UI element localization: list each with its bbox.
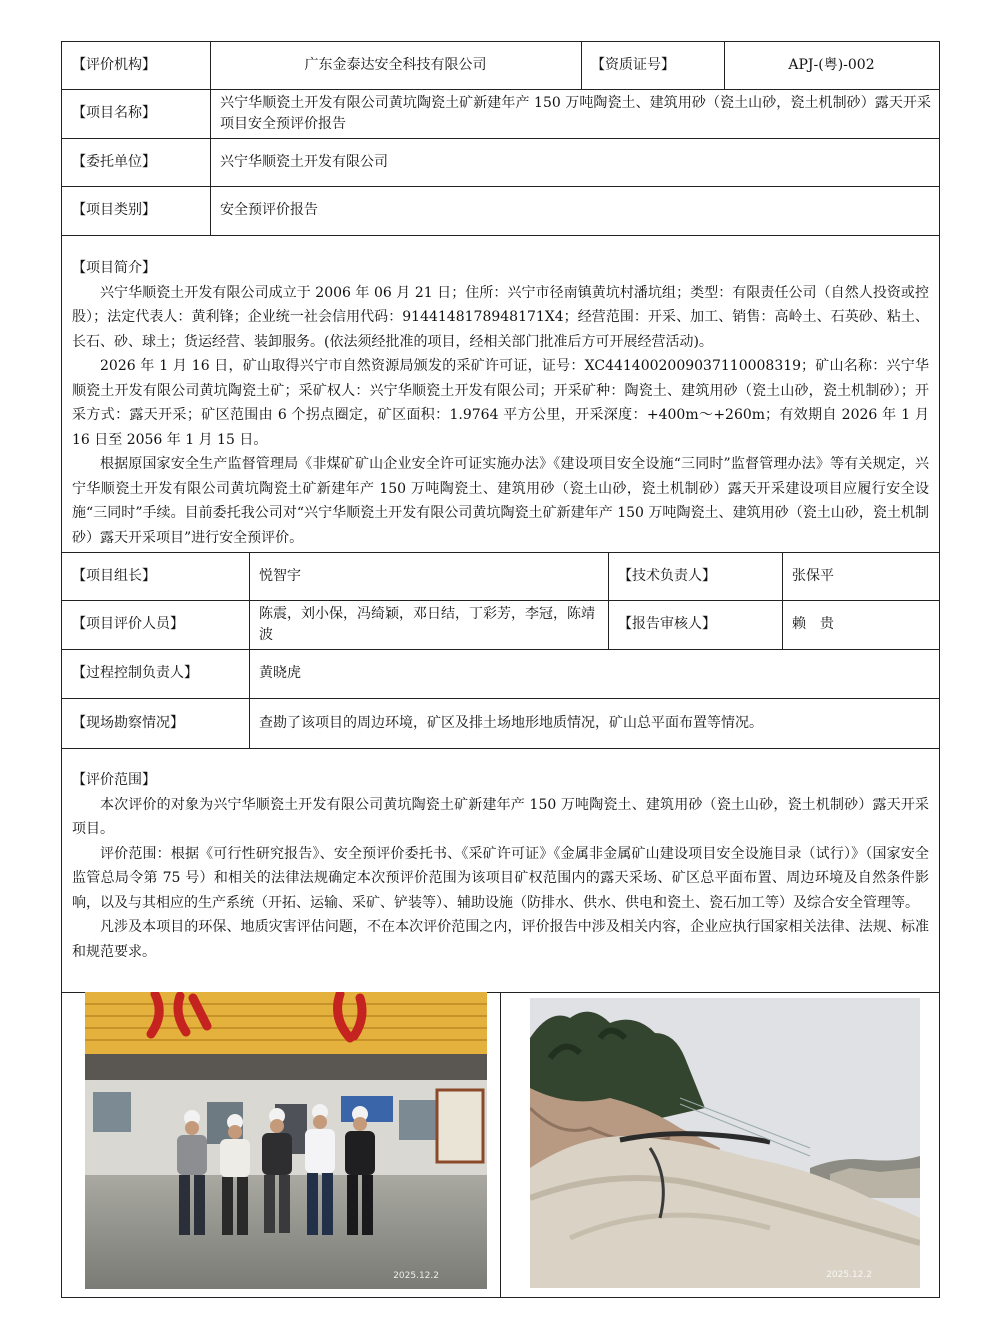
row-divider bbox=[62, 748, 939, 749]
team-group-photo bbox=[85, 992, 487, 1289]
photo-timestamp: 2025.12.2 bbox=[826, 1270, 872, 1280]
cert-label: 【资质证号】 bbox=[591, 57, 675, 73]
intro-paragraph-company: 兴宁华顺瓷土开发有限公司成立于 2006 年 06 月 21 日；住所：兴宁市径南镇黄坑村潘坑组；类型：有限责任公司（自然人投资或控股）；法定代表人：黄利锋；企业统一社会信用代码：9144148178948171X4；经营范围：开采、加工、销售：高岭土、石英砂、粘土、长石、砂、球土；货运经营、装卸服务。(依法须经批准的项目，经相关部门批准后方可开展经营活动)。 bbox=[72, 284, 929, 350]
org-label: 【评价机构】 bbox=[72, 57, 156, 73]
project-intro bbox=[62, 256, 939, 550]
reviewer-label: 【报告审核人】 bbox=[618, 616, 716, 632]
row-divider bbox=[62, 235, 939, 236]
process-control-value: 黄晓虎 bbox=[259, 665, 301, 681]
scope-paragraph-object: 本次评价的对象为兴宁华顺瓷土开发有限公司黄坑陶瓷土矿新建年产 150 万吨陶瓷土、建筑用砂（瓷土山砂，瓷土机制砂）露天开采项目。 bbox=[72, 796, 929, 837]
photo-timestamp: 2025.12.2 bbox=[393, 1271, 439, 1281]
intro-paragraph-basis: 根据原国家安全生产监督管理局《非煤矿矿山企业安全许可证实施办法》《建设项目安全设施“三同时”监督管理办法》等有关规定，兴宁华顺瓷土开发有限公司黄坑陶瓷土矿新建年产 150 万吨陶瓷土、建筑用砂（瓷土山砂，瓷土机制砂）露天开采建设项目应履行安全设施“三同时”手续。目前委托我公司对“兴宁华顺瓷土开发有限公司黄坑陶瓷土矿新建年产 150 万吨陶瓷土、建筑用砂（瓷土山砂，瓷土机制砂）露天开采项目”进行安全预评价。 bbox=[72, 456, 929, 546]
column-divider bbox=[500, 992, 501, 1297]
evaluation-info-sheet bbox=[61, 41, 940, 1298]
project-value: 兴宁华顺瓷土开发有限公司黄坑陶瓷土矿新建年产 150 万吨陶瓷土、建筑用砂（瓷土山砂，瓷土机制砂）露天开采项目安全预评价报告 bbox=[220, 94, 931, 132]
scope-paragraph-range: 评价范围：根据《可行性研究报告》、安全预评价委托书、《采矿许可证》《金属非金属矿山建设项目安全设施目录（试行）》（国家安全监管总局令第 75 号）和相关的法律法规确定本次预评价范围为该项目矿权范围内的露天采场、矿区总平面布置、周边环境及自然条件影响，以及与其相应的生产系统（开拓、运输、采矿、铲装等）、辅助设施（防排水、供水、供电和瓷土、瓷石加工等）及综合安全管理等。 bbox=[72, 845, 929, 911]
type-value: 安全预评价报告 bbox=[220, 202, 318, 218]
site-survey-label: 【现场勘察情况】 bbox=[72, 714, 184, 731]
tech-lead-value: 张保平 bbox=[792, 567, 834, 584]
leader-label: 【项目组长】 bbox=[72, 567, 156, 584]
members-value: 陈震，刘小保，冯绮颖，邓日结，丁彩芳，李冠，陈靖波 bbox=[259, 605, 595, 643]
scope-paragraph-exclusion: 凡涉及本项目的环保、地质灾害评估问题，不在本次评价范围之内，评价报告中涉及相关内容，企业应执行国家相关法律、法规、标准和规范要求。 bbox=[72, 919, 929, 960]
type-label: 【项目类别】 bbox=[72, 202, 156, 218]
org-value: 广东金泰达安全科技有限公司 bbox=[304, 57, 487, 73]
members-label: 【项目评价人员】 bbox=[72, 616, 184, 632]
intro-heading: 【项目简介】 bbox=[72, 260, 156, 276]
cert-value: APJ-(粤)-002 bbox=[788, 57, 875, 73]
leader-value: 悦智宇 bbox=[259, 567, 301, 584]
project-label: 【项目名称】 bbox=[72, 105, 156, 121]
client-label: 【委托单位】 bbox=[72, 153, 156, 170]
scope-heading: 【评价范围】 bbox=[72, 772, 156, 788]
mine-site-image bbox=[530, 998, 920, 1288]
mine-site-photo bbox=[530, 998, 920, 1288]
intro-paragraph-license: 2026 年 1 月 16 日，矿山取得兴宁市自然资源局颁发的采矿许可证，证号：XC4414002009037110008319；矿山名称：兴宁华顺瓷土开发有限公司黄坑陶瓷土矿；采矿权人：兴宁华顺瓷土开发有限公司；开采矿种：陶瓷土、建筑用砂（瓷土山砂，瓷土机制砂）；开采方式：露天开采；矿区范围由 6 个拐点圈定，矿区面积：1.9764 平方公里，开采深度：+400m～+260m；有效期自 2026 年 1 月 16 日至 2056 年 1 月 15 日。 bbox=[72, 358, 929, 448]
process-control-label: 【过程控制负责人】 bbox=[72, 665, 198, 681]
client-value: 兴宁华顺瓷土开发有限公司 bbox=[220, 153, 388, 170]
site-survey-value: 查勘了该项目的周边环境，矿区及排土场地形地质情况，矿山总平面布置等情况。 bbox=[259, 714, 763, 731]
tech-lead-label: 【技术负责人】 bbox=[618, 567, 716, 584]
reviewer-value: 赖 贵 bbox=[792, 616, 834, 632]
group-photo-image bbox=[85, 992, 487, 1289]
evaluation-scope bbox=[62, 768, 939, 964]
